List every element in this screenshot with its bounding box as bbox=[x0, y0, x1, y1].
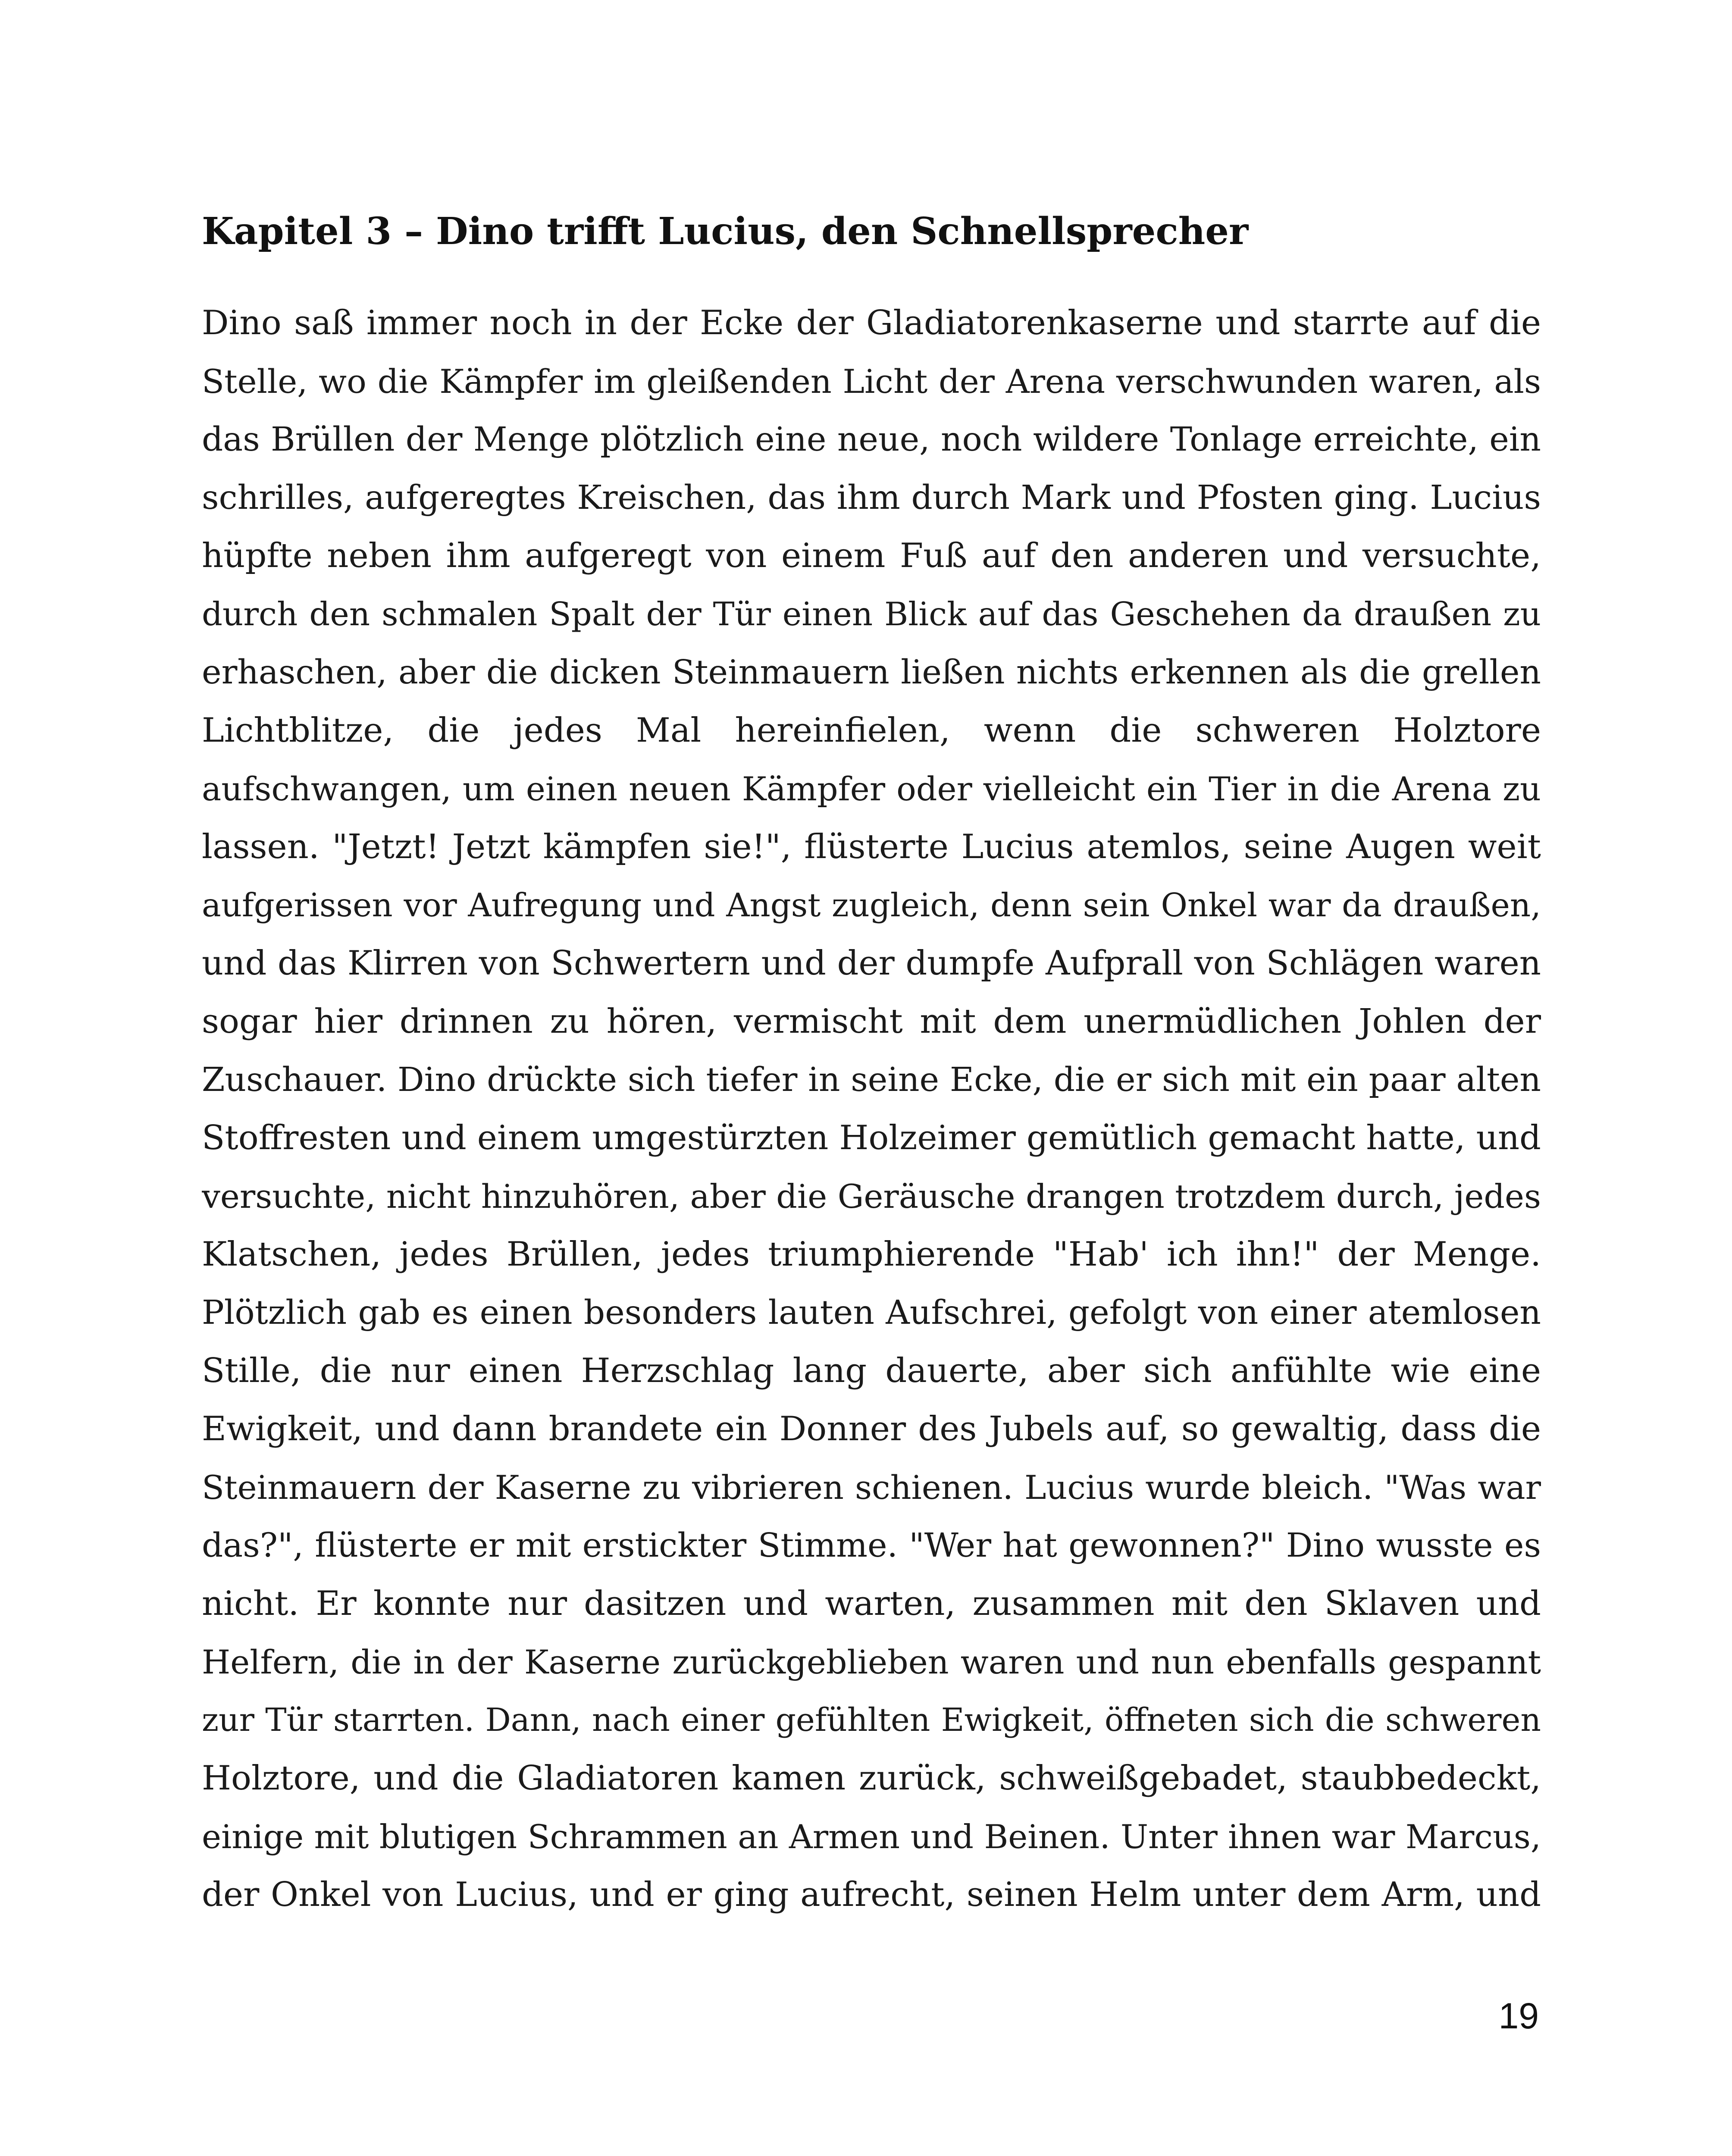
text-line: Stoffresten und einem umgestürzten Holzeimer gemütlich gemacht hatte, und bbox=[202, 1119, 1541, 1157]
text-line: lassen. "Jetzt! Jetzt kämpfen sie!", flüsterte Lucius atemlos, seine Augen weit bbox=[202, 827, 1541, 866]
text-line: Plötzlich gab es einen besonders lauten Aufschrei, gefolgt von einer atemlosen bbox=[202, 1294, 1541, 1332]
text-line: erhaschen, aber die dicken Steinmauern ließen nichts erkennen als die grellen bbox=[202, 653, 1541, 692]
body-text bbox=[202, 294, 1541, 1924]
text-line: sogar hier drinnen zu hören, vermischt mit dem unermüdlichen Johlen der bbox=[202, 1002, 1541, 1041]
text-line: durch den schmalen Spalt der Tür einen Blick auf das Geschehen da draußen zu bbox=[202, 595, 1541, 633]
text-line: einige mit blutigen Schrammen an Armen und Beinen. Unter ihnen war Marcus, bbox=[202, 1818, 1541, 1856]
text-line: Steinmauern der Kaserne zu vibrieren schienen. Lucius wurde bleich. "Was war bbox=[202, 1468, 1541, 1507]
text-line: Holztore, und die Gladiatoren kamen zurück, schweißgebadet, staubbedeckt, bbox=[202, 1759, 1541, 1798]
text-line: und das Klirren von Schwertern und der dumpfe Aufprall von Schlägen waren bbox=[202, 944, 1541, 983]
text-line: das?", flüsterte er mit erstickter Stimme. "Wer hat gewonnen?" Dino wusste es bbox=[202, 1526, 1541, 1565]
text-line: Ewigkeit, und dann brandete ein Donner des Jubels auf, so gewaltig, dass die bbox=[202, 1410, 1541, 1448]
text-line: Stelle, wo die Kämpfer im gleißenden Licht der Arena verschwunden waren, als bbox=[202, 362, 1541, 401]
text-line: Helfern, die in der Kaserne zurückgeblieben waren und nun ebenfalls gespannt bbox=[202, 1643, 1541, 1681]
text-line: zur Tür starrten. Dann, nach einer gefühlten Ewigkeit, öffneten sich die schweren bbox=[202, 1702, 1541, 1739]
text-line: nicht. Er konnte nur dasitzen und warten, zusammen mit den Sklaven und bbox=[202, 1584, 1541, 1623]
text-line: der Onkel von Lucius, und er ging aufrecht, seinen Helm unter dem Arm, und bbox=[202, 1875, 1541, 1914]
text-line: hüpfte neben ihm aufgeregt von einem Fuß auf den anderen und versuchte, bbox=[202, 536, 1541, 575]
page-number: 19 bbox=[1498, 1996, 1539, 2036]
text-line: versuchte, nicht hinzuhören, aber die Geräusche drangen trotzdem durch, jedes bbox=[202, 1177, 1541, 1216]
text-line: Zuschauer. Dino drückte sich tiefer in seine Ecke, die er sich mit ein paar alten bbox=[202, 1061, 1541, 1099]
text-line: Stille, die nur einen Herzschlag lang dauerte, aber sich anfühlte wie eine bbox=[202, 1351, 1541, 1390]
text-line: Klatschen, jedes Brüllen, jedes triumphierende "Hab' ich ihn!" der Menge. bbox=[202, 1235, 1541, 1274]
text-line: Lichtblitze, die jedes Mal hereinfielen, wenn die schweren Holztore bbox=[202, 711, 1541, 750]
text-line: Dino saß immer noch in der Ecke der Gladiatorenkaserne und starrte auf die bbox=[202, 304, 1541, 342]
text-line: schrilles, aufgeregtes Kreischen, das ihm durch Mark und Pfosten ging. Lucius bbox=[202, 479, 1541, 517]
text-line: das Brüllen der Menge plötzlich eine neue, noch wildere Tonlage erreichte, ein bbox=[202, 420, 1541, 459]
text-line: aufschwangen, um einen neuen Kämpfer oder vielleicht ein Tier in die Arena zu bbox=[202, 770, 1541, 808]
text-line: aufgerissen vor Aufregung und Angst zugleich, denn sein Onkel war da draußen, bbox=[202, 886, 1541, 924]
chapter-title: Kapitel 3 – Dino trifft Lucius, den Schnellsprecher bbox=[202, 210, 1249, 253]
